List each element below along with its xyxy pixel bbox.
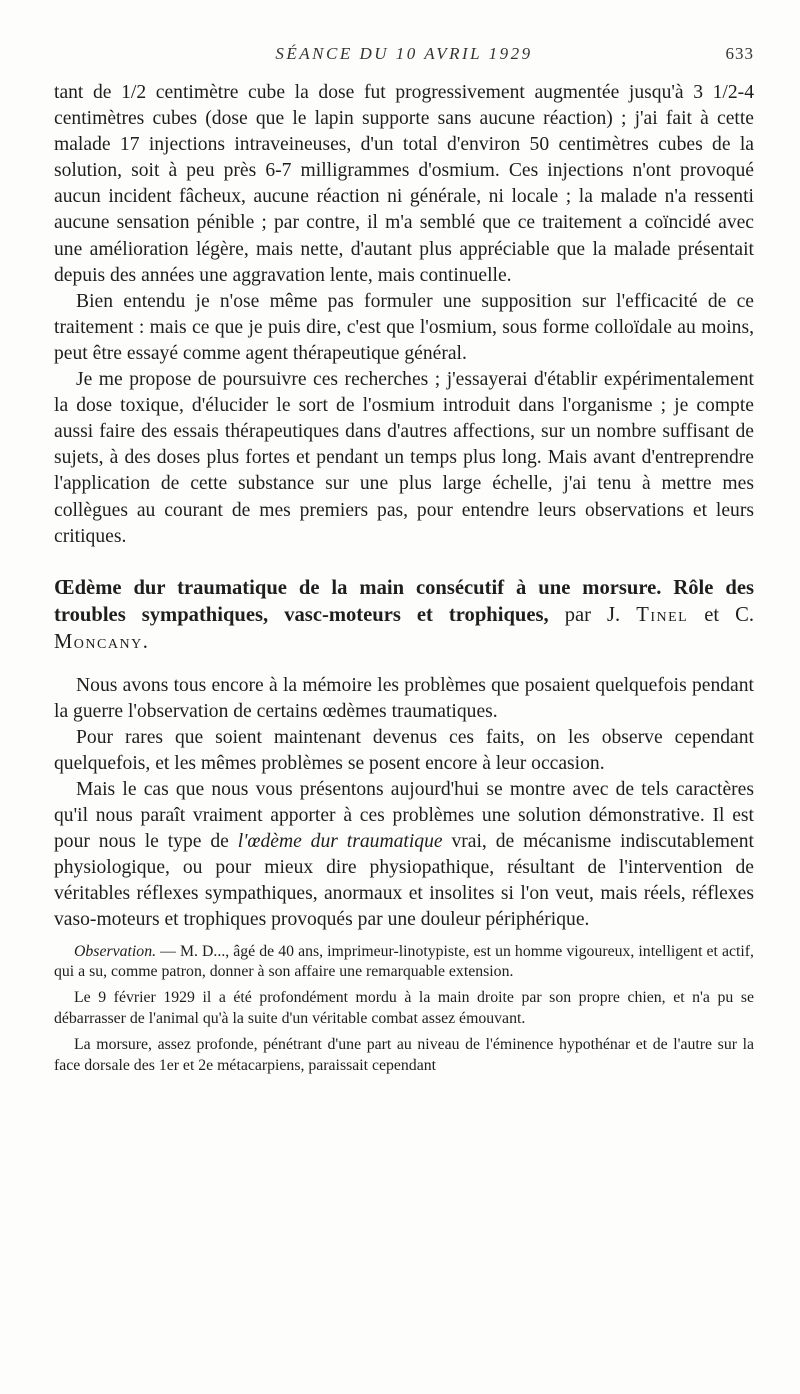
author-name: Moncany.	[54, 631, 150, 654]
observation-label: Observation.	[74, 942, 157, 960]
paragraph: Pour rares que soient maintenant devenus ces faits, on les observe cependant quelquefois, et les mêmes problèmes se posent encore à leur occasion.	[54, 726, 754, 774]
article-title-text: Œdème dur traumatique de la main consécutif à une morsure. Rôle des troubles sympathiques, vasc-moteurs et trophiques,	[54, 576, 754, 626]
page-body	[54, 80, 754, 1076]
italic-term: l'œdème dur traumatique	[237, 831, 443, 853]
observation-text: — M. D..., âgé de 40 ans, imprimeur-linotypiste, est un homme vigoureux, intelligent et actif, qui a su, comme patron, donner à son affaire une remarquable extension.	[54, 942, 754, 981]
article-title	[54, 575, 754, 657]
title-spacer	[54, 657, 754, 673]
paragraph-text: Mais le cas que nous vous présentons aujourd'hui se montre avec de tels caractères qu'il nous paraît vraiment apporter à ces problèmes une solution démonstrative. Il est pour nous le type de	[54, 778, 754, 853]
observation-block	[54, 942, 754, 1077]
page-number: 633	[725, 44, 754, 63]
observation-paragraph: Le 9 février 1929 il a été profondément mordu à la main droite par son propre chien, et n'a pu se débarrasser de l'animal qu'à la suite d'un véritable combat assez émouvant.	[54, 989, 754, 1027]
running-title: SÉANCE DU 10 AVRIL 1929	[275, 44, 533, 63]
paragraph-text: vrai, de mécanisme indiscutablement physiologique, ou pour mieux dire physiopathique, résultant de l'intervention de véritables réflexes sympathiques, anormaux et insolites si l'on veut, mais réels, réflexes vaso-moteurs et trophiques provoqués par une douleur périphérique.	[54, 831, 754, 931]
paragraph: Nous avons tous encore à la mémoire les problèmes que posaient quelquefois pendant la guerre l'observation de certains œdèmes traumatiques.	[54, 674, 754, 722]
running-header	[54, 44, 754, 68]
paragraph-continuation: tant de 1/2 centimètre cube la dose fut progressivement augmentée jusqu'à 3 1/2-4 centimètres cubes (dose que le lapin supporte sans aucune réaction) ; j'ai fait à cette malade 17 injections intraveineuses, d'un total d'environ 50 centimètres cubes de la solution, soit à peu près 6-7 milligrammes d'osmium. Ces injections n'ont provoqué aucun incident fâcheux, aucune réaction ni générale, ni locale ; la malade n'a ressenti aucune sensation pénible ; par contre, il m'a semblé que ce traitement a coïncidé avec une amélioration légère, mais nette, d'autant plus appréciable que la malade présentait depuis des années une aggravation lente, mais continuelle.	[54, 82, 754, 286]
section-spacer	[54, 550, 754, 575]
observation-paragraph	[54, 942, 754, 984]
observation-spacer	[54, 934, 754, 942]
author-name: Tinel	[636, 603, 689, 626]
paragraph: Bien entendu je n'ose même pas formuler une supposition sur l'efficacité de ce traitement : mais ce que je puis dire, c'est que l'osmium, sous forme colloïdale au moins, peut être essayé comme agent thérapeutique général.	[54, 290, 754, 364]
paragraph: Je me propose de poursuivre ces recherches ; j'essayerai d'établir expérimentalement la dose toxique, d'élucider le sort de l'osmium introduit dans l'organisme ; je compte aussi faire des essais thérapeutiques dans d'autres affections, sur un nombre suffisant de sujets, à des doses plus fortes et pendant un temps plus long. Mais avant d'entreprendre l'application de cette substance sur une plus large échelle, j'ai tenu à mettre mes collègues au courant de mes premiers pas, pour entendre leurs observations et leurs critiques.	[54, 369, 754, 547]
paragraph	[54, 777, 754, 934]
byline-prefix: par J.	[564, 603, 621, 626]
byline-conjunction: et C.	[704, 603, 755, 626]
observation-paragraph: La morsure, assez profonde, pénétrant d'une part au niveau de l'éminence hypothénar et de l'autre sur la face dorsale des 1er et 2e métacarpiens, paraissait cependant	[54, 1035, 754, 1074]
